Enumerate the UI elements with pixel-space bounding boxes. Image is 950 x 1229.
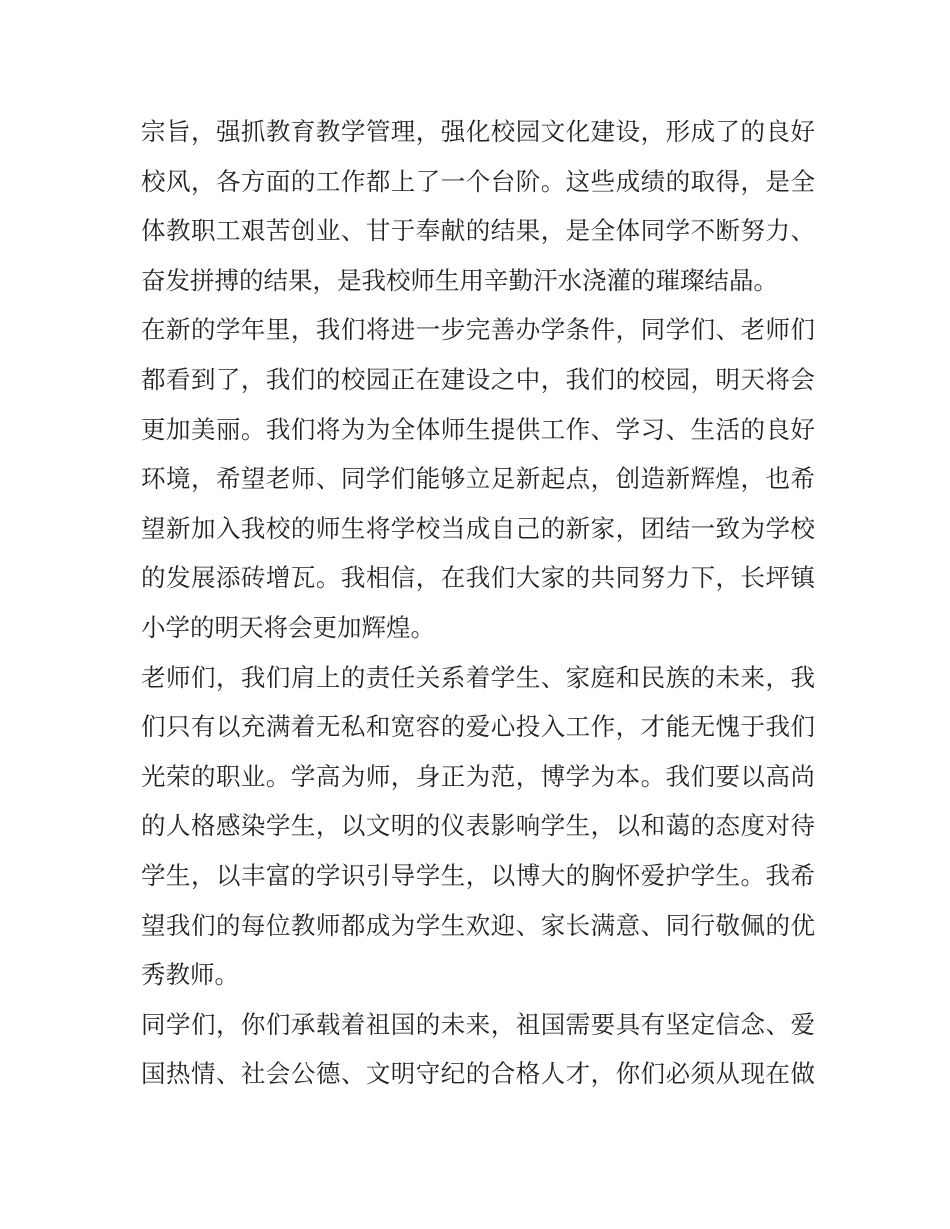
- text-line: 体教职工艰苦创业、甘于奉献的结果，是全体同学不断努力、: [141, 216, 815, 246]
- body-text: [141, 107, 815, 1099]
- text-line: 宗旨，强抓教育教学管理，强化校园文化建设，形成了的良好: [141, 117, 815, 146]
- text-line: 的人格感染学生，以文明的仪表影响学生，以和蔼的态度对待: [141, 811, 815, 841]
- text-line: 小学的明天将会更加辉煌。: [141, 612, 435, 642]
- text-line: 同学们，你们承载着祖国的未来，祖国需要具有坚定信念、爱: [141, 1009, 815, 1039]
- text-line: 校风，各方面的工作都上了一个台阶。这些成绩的取得，是全: [141, 166, 815, 196]
- text-line: 望新加入我校的师生将学校当成自己的新家，团结一致为学校: [141, 513, 815, 543]
- text-line: 都看到了，我们的校园正在建设之中，我们的校园，明天将会: [141, 364, 815, 394]
- text-line: 更加美丽。我们将为为全体师生提供工作、学习、生活的良好: [141, 414, 815, 444]
- text-line: 们只有以充满着无私和宽容的爱心投入工作，才能无愧于我们: [141, 712, 815, 742]
- text-line: 国热情、社会公德、文明守纪的合格人才，你们必须从现在做: [141, 1059, 815, 1089]
- text-line: 的发展添砖增瓦。我相信，在我们大家的共同努力下，长坪镇: [141, 563, 815, 593]
- text-line: 望我们的每位教师都成为学生欢迎、家长满意、同行敬佩的优: [141, 910, 815, 940]
- text-line: 环境，希望老师、同学们能够立足新起点，创造新辉煌，也希: [141, 464, 815, 494]
- text-line: 在新的学年里，我们将进一步完善办学条件，同学们、老师们: [141, 315, 815, 345]
- text-line: 奋发拼搏的结果，是我校师生用辛勤汗水浇灌的璀璨结晶。: [141, 265, 778, 295]
- text-line: 老师们，我们肩上的责任关系着学生、家庭和民族的未来，我: [141, 662, 815, 692]
- text-line: 光荣的职业。学高为师，身正为范，博学为本。我们要以高尚: [141, 761, 815, 791]
- text-line: 学生，以丰富的学识引导学生，以博大的胸怀爱护学生。我希: [141, 860, 815, 890]
- text-line: 秀教师。: [141, 960, 239, 990]
